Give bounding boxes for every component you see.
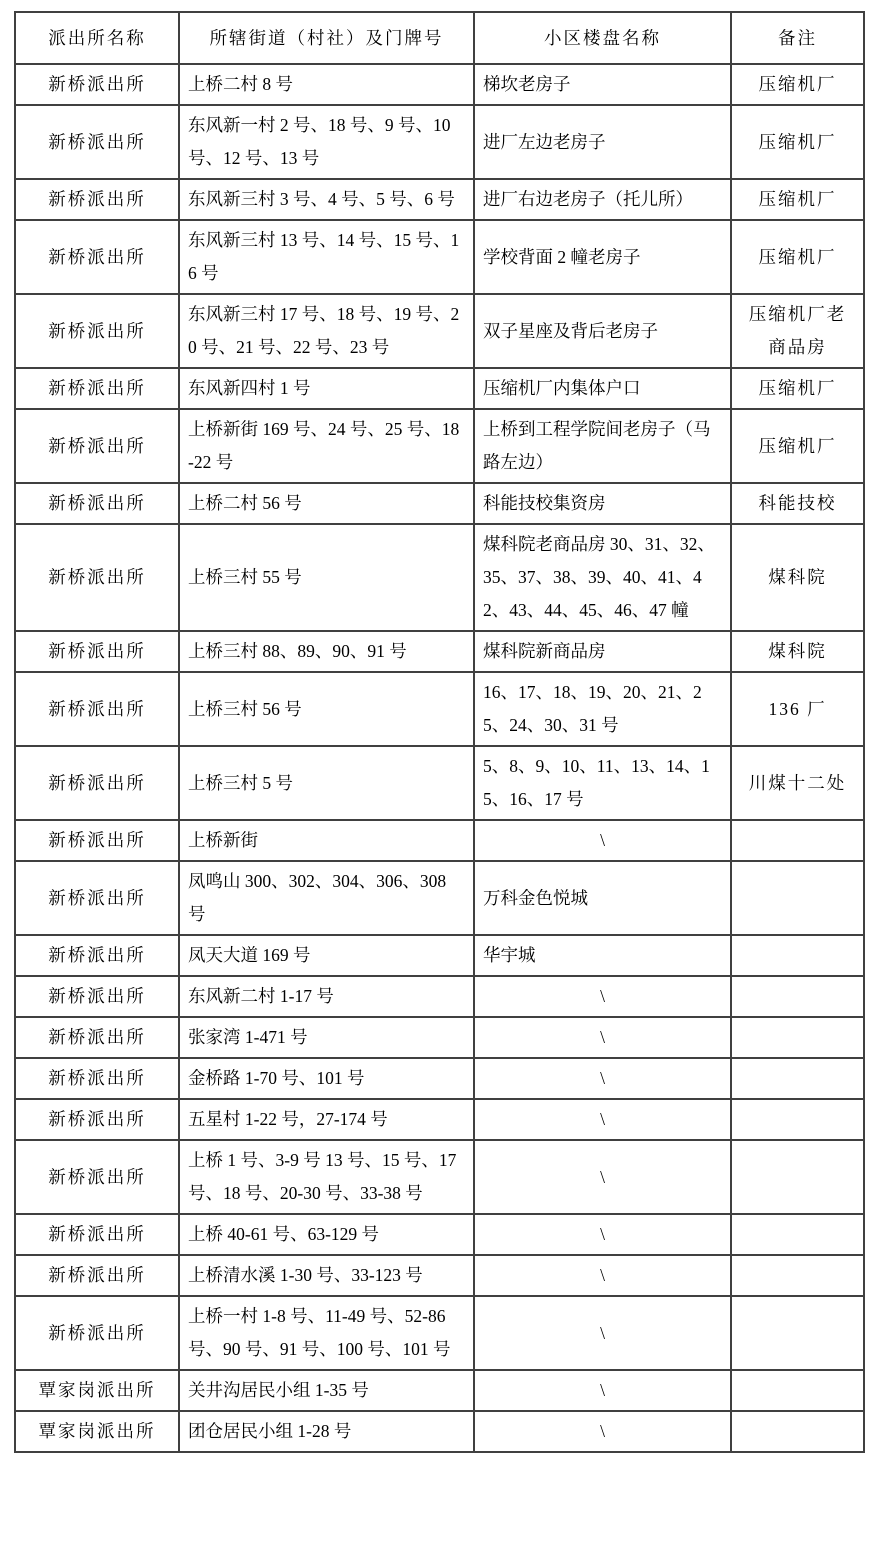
community-cell: 5、8、9、10、11、13、14、15、16、17 号 [474,746,731,820]
address-cell: 上桥二村 8 号 [179,64,474,105]
table-row [15,368,864,409]
table-row [15,861,864,935]
community-cell: \ [474,976,731,1017]
address-cell: 上桥三村 55 号 [179,524,474,631]
community-cell: \ [474,820,731,861]
note-cell: 压缩机厂 [731,409,864,483]
note-cell: 压缩机厂 [731,105,864,179]
table-header [15,12,864,64]
community-cell: 华宇城 [474,935,731,976]
station-cell: 新桥派出所 [15,672,179,746]
address-cell: 东风新三村 3 号、4 号、5 号、6 号 [179,179,474,220]
community-cell: 压缩机厂内集体户口 [474,368,731,409]
station-cell: 新桥派出所 [15,1255,179,1296]
address-cell: 上桥 40-61 号、63-129 号 [179,1214,474,1255]
note-cell: 科能技校 [731,483,864,524]
station-cell: 新桥派出所 [15,976,179,1017]
address-cell: 上桥清水溪 1-30 号、33-123 号 [179,1255,474,1296]
note-cell [731,976,864,1017]
community-cell: \ [474,1099,731,1140]
address-cell: 凤鸣山 300、302、304、306、308 号 [179,861,474,935]
community-cell: \ [474,1411,731,1452]
address-cell: 上桥新街 [179,820,474,861]
station-cell: 新桥派出所 [15,1296,179,1370]
table-row [15,1370,864,1411]
station-cell: 新桥派出所 [15,935,179,976]
note-cell [731,1058,864,1099]
table-body [15,64,864,1452]
note-cell [731,820,864,861]
address-cell: 东风新三村 13 号、14 号、15 号、16 号 [179,220,474,294]
table-row [15,294,864,368]
station-cell: 新桥派出所 [15,524,179,631]
station-cell: 新桥派出所 [15,64,179,105]
header-row [15,12,864,64]
table-row [15,976,864,1017]
station-cell: 新桥派出所 [15,1017,179,1058]
table-row [15,746,864,820]
header-station: 派出所名称 [15,12,179,64]
station-cell: 覃家岗派出所 [15,1370,179,1411]
note-cell [731,1370,864,1411]
note-cell: 煤科院 [731,631,864,672]
note-cell [731,1140,864,1214]
station-cell: 新桥派出所 [15,179,179,220]
note-cell [731,1411,864,1452]
station-cell: 新桥派出所 [15,631,179,672]
table-row [15,1411,864,1452]
station-cell: 新桥派出所 [15,820,179,861]
community-cell: 上桥到工程学院间老房子（马路左边） [474,409,731,483]
community-cell: 双子星座及背后老房子 [474,294,731,368]
address-cell: 关井沟居民小组 1-35 号 [179,1370,474,1411]
address-cell: 东风新一村 2 号、18 号、9 号、10 号、12 号、13 号 [179,105,474,179]
community-cell: \ [474,1017,731,1058]
community-cell: \ [474,1214,731,1255]
address-cell: 上桥三村 5 号 [179,746,474,820]
community-cell: \ [474,1255,731,1296]
note-cell [731,1017,864,1058]
table-row [15,631,864,672]
station-cell: 覃家岗派出所 [15,1411,179,1452]
address-cell: 上桥新街 169 号、24 号、25 号、18-22 号 [179,409,474,483]
address-cell: 上桥三村 56 号 [179,672,474,746]
station-cell: 新桥派出所 [15,746,179,820]
table-row [15,820,864,861]
address-cell: 上桥二村 56 号 [179,483,474,524]
community-cell: 进厂左边老房子 [474,105,731,179]
community-cell: \ [474,1058,731,1099]
address-cell: 上桥 1 号、3-9 号 13 号、15 号、17 号、18 号、20-30 号、33-38 号 [179,1140,474,1214]
station-cell: 新桥派出所 [15,294,179,368]
note-cell: 煤科院 [731,524,864,631]
address-cell: 张家湾 1-471 号 [179,1017,474,1058]
table-row [15,524,864,631]
station-cell: 新桥派出所 [15,483,179,524]
station-cell: 新桥派出所 [15,220,179,294]
station-cell: 新桥派出所 [15,1099,179,1140]
address-cell: 东风新四村 1 号 [179,368,474,409]
table-row [15,1255,864,1296]
address-cell: 上桥一村 1-8 号、11-49 号、52-86 号、90 号、91 号、100 号、101 号 [179,1296,474,1370]
station-cell: 新桥派出所 [15,368,179,409]
address-cell: 东风新二村 1-17 号 [179,976,474,1017]
table-row [15,935,864,976]
table-row [15,1058,864,1099]
table-row [15,1296,864,1370]
table-row [15,179,864,220]
address-cell: 上桥三村 88、89、90、91 号 [179,631,474,672]
note-cell: 压缩机厂 [731,368,864,409]
station-cell: 新桥派出所 [15,409,179,483]
table-row [15,1140,864,1214]
header-address: 所辖街道（村社）及门牌号 [179,12,474,64]
table-row [15,1099,864,1140]
note-cell [731,1255,864,1296]
note-cell: 136 厂 [731,672,864,746]
address-cell: 团仓居民小组 1-28 号 [179,1411,474,1452]
station-cell: 新桥派出所 [15,1214,179,1255]
note-cell [731,861,864,935]
note-cell [731,1296,864,1370]
station-cell: 新桥派出所 [15,1058,179,1099]
table-row [15,105,864,179]
table-row [15,64,864,105]
community-cell: 科能技校集资房 [474,483,731,524]
police-station-table [14,11,865,1453]
community-cell: 煤科院老商品房 30、31、32、35、37、38、39、40、41、42、43、44、45、46、47 幢 [474,524,731,631]
community-cell: 学校背面 2 幢老房子 [474,220,731,294]
table-row [15,1017,864,1058]
community-cell: 万科金色悦城 [474,861,731,935]
note-cell: 川煤十二处 [731,746,864,820]
note-cell: 压缩机厂 [731,220,864,294]
note-cell: 压缩机厂老商品房 [731,294,864,368]
table-row [15,1214,864,1255]
station-cell: 新桥派出所 [15,1140,179,1214]
station-cell: 新桥派出所 [15,105,179,179]
header-note: 备注 [731,12,864,64]
header-community: 小区楼盘名称 [474,12,731,64]
address-cell: 东风新三村 17 号、18 号、19 号、20 号、21 号、22 号、23 号 [179,294,474,368]
table-row [15,220,864,294]
community-cell: \ [474,1370,731,1411]
community-cell: \ [474,1296,731,1370]
community-cell: \ [474,1140,731,1214]
address-cell: 凤天大道 169 号 [179,935,474,976]
address-cell: 五星村 1-22 号，27-174 号 [179,1099,474,1140]
note-cell: 压缩机厂 [731,64,864,105]
note-cell [731,1099,864,1140]
table-row [15,483,864,524]
station-cell: 新桥派出所 [15,861,179,935]
community-cell: 进厂右边老房子（托儿所） [474,179,731,220]
community-cell: 16、17、18、19、20、21、25、24、30、31 号 [474,672,731,746]
document-page [0,11,875,1554]
note-cell: 压缩机厂 [731,179,864,220]
table-row [15,409,864,483]
community-cell: 梯坎老房子 [474,64,731,105]
table-row [15,672,864,746]
address-cell: 金桥路 1-70 号、101 号 [179,1058,474,1099]
note-cell [731,1214,864,1255]
community-cell: 煤科院新商品房 [474,631,731,672]
note-cell [731,935,864,976]
